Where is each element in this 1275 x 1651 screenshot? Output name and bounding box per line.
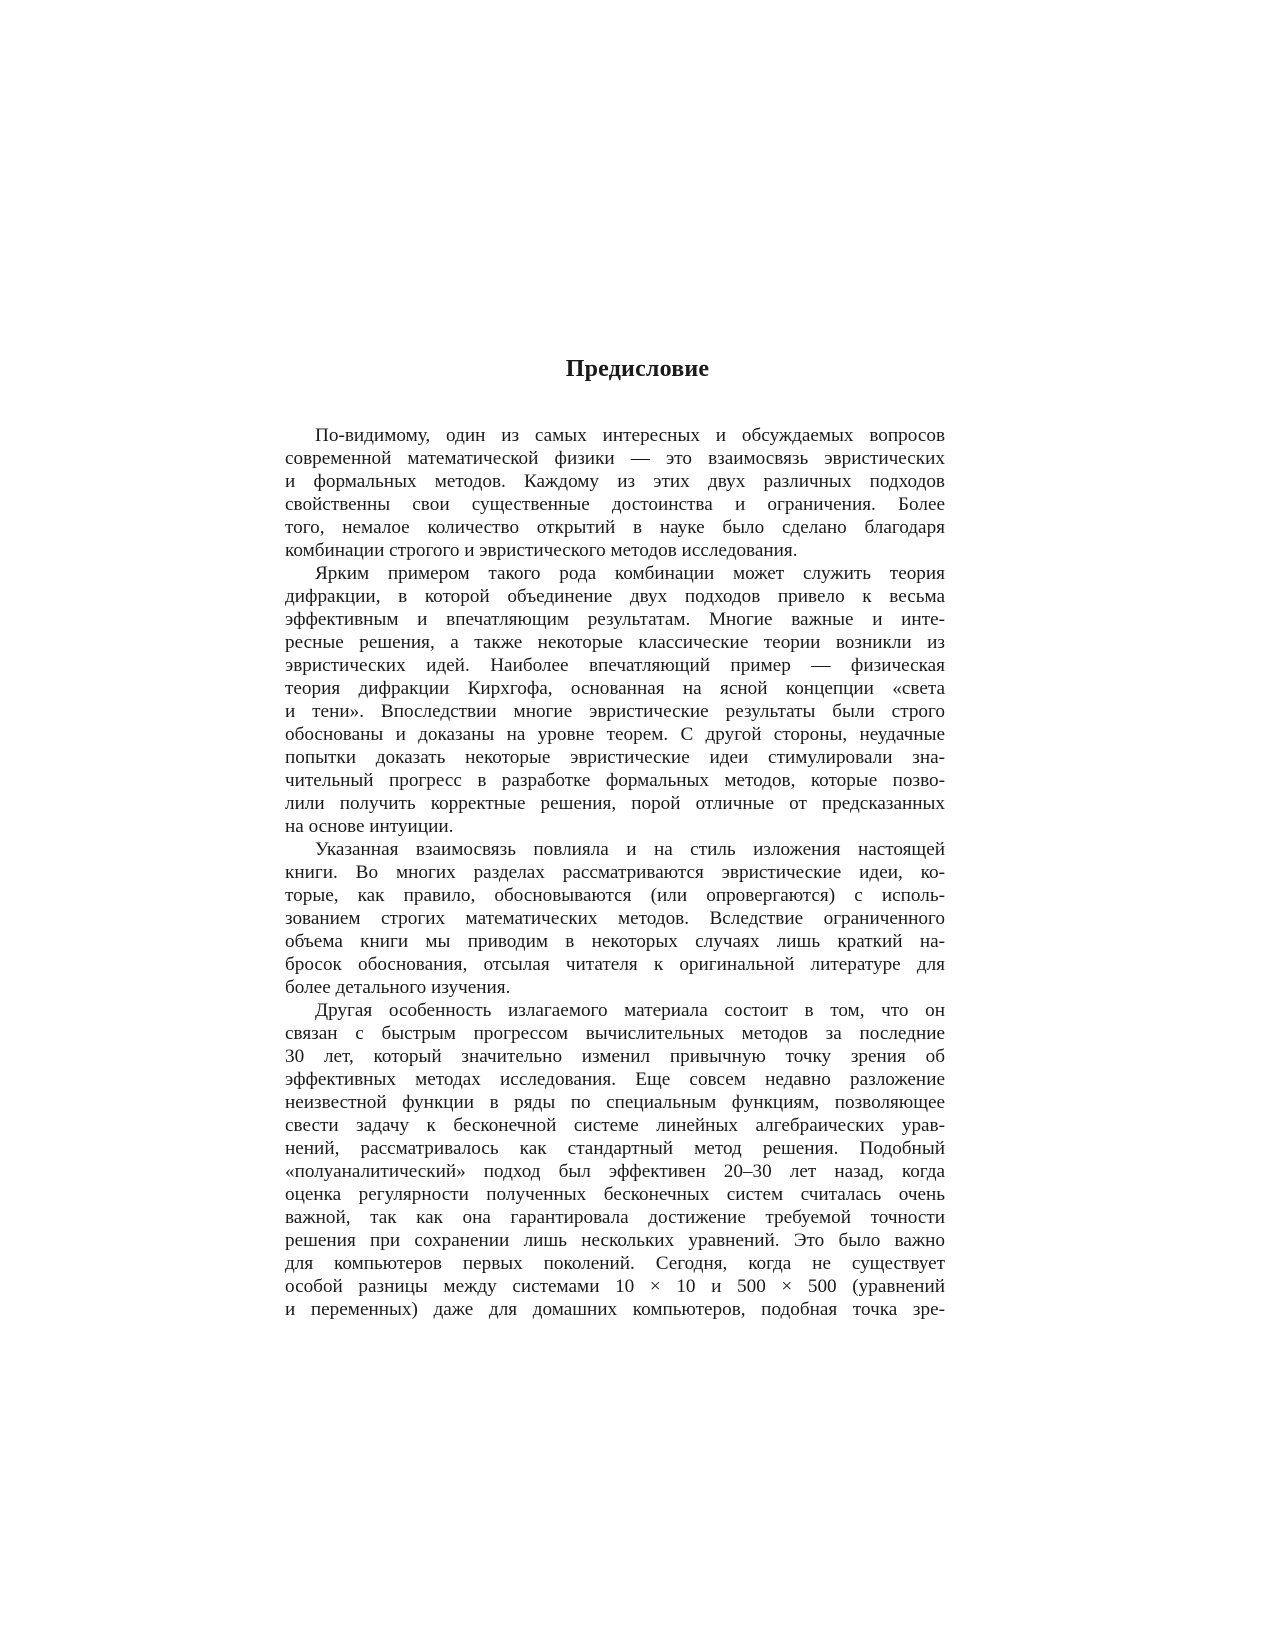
text-line: По-видимому, один из самых интересных и обсуждаемых вопросов — [315, 425, 945, 446]
text-line: Другая особенность излагаемого материала состоит в том, что он — [315, 1000, 945, 1021]
text-line: лили получить корректные решения, порой отличные от предсказанных — [285, 793, 945, 814]
text-line: того, немалое количество открытий в науке было сделано благодаря — [285, 517, 945, 538]
text-line: 30 лет, который значительно изменил привычную точку зрения об — [285, 1046, 945, 1067]
text-line: решения при сохранении лишь нескольких уравнений. Это было важно — [285, 1230, 945, 1251]
text-line: важной, так как она гарантировала достижение требуемой точности — [285, 1207, 945, 1228]
text-line: дифракции, в которой объединение двух подходов привело к весьма — [285, 586, 945, 607]
text-line: на основе интуиции. — [285, 816, 454, 837]
text-line: «полуаналитический» подход был эффективен 20–30 лет назад, когда — [285, 1161, 945, 1182]
text-line: современной математической физики — это взаимосвязь эвристических — [285, 448, 945, 469]
text-line: попытки доказать некоторые эвристические идеи стимулировали зна- — [285, 747, 945, 768]
text-line: более детального изучения. — [285, 977, 511, 998]
text-line: торые, как правило, обосновываются (или опровергаются) с исполь- — [285, 885, 945, 906]
text-line: объема книги мы приводим в некоторых случаях лишь краткий на- — [285, 931, 945, 952]
text-line: зованием строгих математических методов. Вследствие ограниченного — [285, 908, 945, 929]
text-line: Указанная взаимосвязь повлияла и на стиль изложения настоящей — [315, 839, 945, 860]
text-line: связан с быстрым прогрессом вычислительных методов за последние — [285, 1023, 945, 1044]
text-line: нений, рассматривалось как стандартный метод решения. Подобный — [285, 1138, 945, 1159]
text-line: эффективных методах исследования. Еще совсем недавно разложение — [285, 1069, 945, 1090]
page-title: Предисловие — [565, 356, 710, 382]
text-line: особой разницы между системами 10 × 10 и 500 × 500 (уравнений — [285, 1276, 945, 1297]
text-line: эвристических идей. Наиболее впечатляющий пример — физическая — [285, 655, 945, 676]
text-line: свойственны свои существенные достоинства и ограничения. Более — [285, 494, 945, 515]
text-line: книги. Во многих разделах рассматриваются эвристические идеи, ко- — [285, 862, 945, 883]
body-text — [285, 424, 945, 1321]
text-line: неизвестной функции в ряды по специальным функциям, позволяющее — [285, 1092, 945, 1113]
text-line: и переменных) даже для домашних компьютеров, подобная точка зре- — [285, 1299, 945, 1320]
text-line: теория дифракции Кирхгофа, основанная на ясной концепции «света — [285, 678, 945, 699]
text-line: и формальных методов. Каждому из этих двух различных подходов — [285, 471, 945, 492]
text-line: обоснованы и доказаны на уровне теорем. С другой стороны, неудачные — [285, 724, 945, 745]
text-line: ресные решения, а также некоторые классические теории возникли из — [285, 632, 945, 653]
text-line: свести задачу к бесконечной системе линейных алгебраических урав- — [285, 1115, 945, 1136]
text-line: Ярким примером такого рода комбинации может служить теория — [315, 563, 945, 584]
text-line: комбинации строгого и эвристического методов исследования. — [285, 540, 798, 561]
text-line: оценка регулярности полученных бесконечных систем считалась очень — [285, 1184, 945, 1205]
text-line: эффективным и впечатляющим результатам. Многие важные и инте- — [285, 609, 945, 630]
text-line: и тени». Впоследствии многие эвристические результаты были строго — [285, 701, 945, 722]
text-line: чительный прогресс в разработке формальных методов, которые позво- — [285, 770, 945, 791]
text-line: бросок обоснования, отсылая читателя к оригинальной литературе для — [285, 954, 945, 975]
text-line: для компьютеров первых поколений. Сегодня, когда не существует — [285, 1253, 945, 1274]
